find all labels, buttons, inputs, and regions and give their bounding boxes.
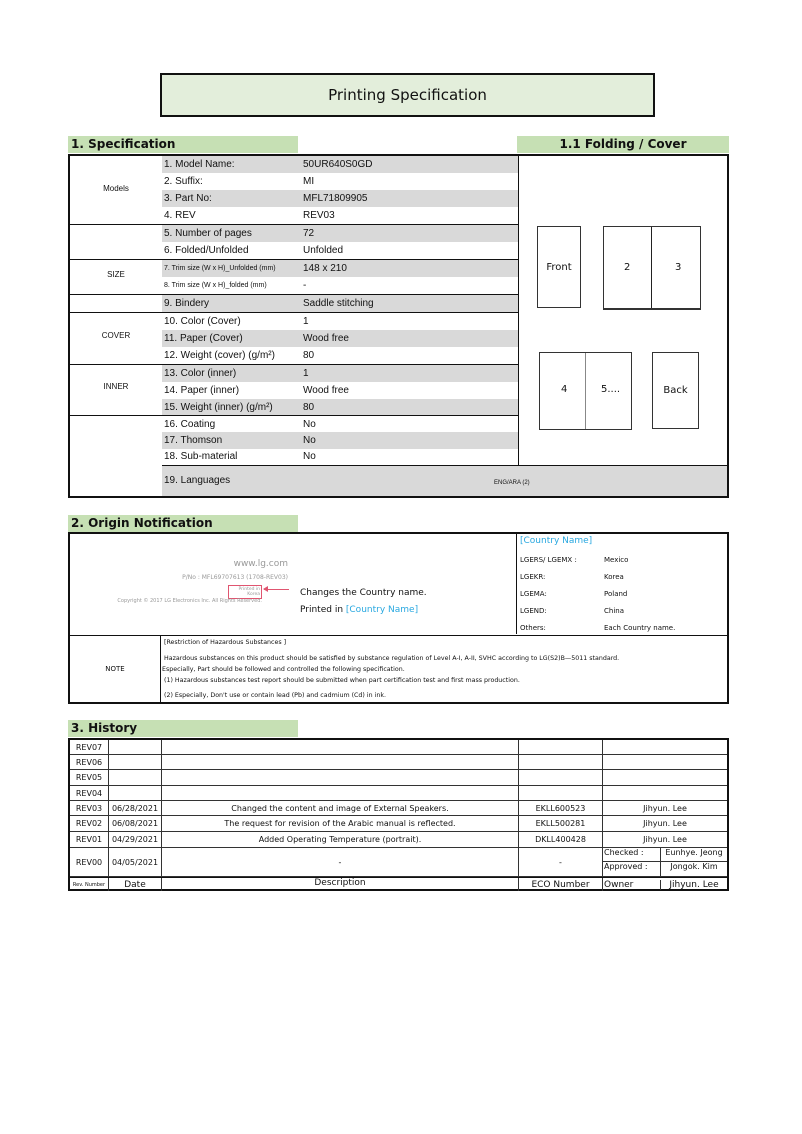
spec-value: 1 — [303, 316, 309, 327]
spec-key: 18. Sub-material — [164, 451, 238, 462]
date-cell: 06/08/2021 — [109, 816, 162, 831]
country-name: Poland — [604, 590, 628, 598]
spec-value: 80 — [303, 402, 315, 413]
history-row — [70, 816, 727, 832]
spec-key: 17. Thomson — [164, 435, 223, 446]
spec-row-suffix — [162, 173, 518, 190]
history-row — [70, 801, 727, 816]
spec-value: MI — [303, 176, 315, 187]
spec-row-trim-folded — [162, 277, 518, 294]
desc-cell: Added Operating Temperature (portrait). — [162, 832, 519, 847]
country-name: China — [604, 607, 624, 615]
desc-cell — [162, 786, 519, 800]
fold-spread-4-5 — [539, 352, 632, 430]
sample-url: www.lg.com — [233, 559, 288, 569]
country-header: [Country Name] — [520, 536, 593, 546]
rev-cell: REV04 — [70, 786, 109, 800]
arrow-head-icon — [263, 586, 268, 592]
desc-cell — [162, 755, 519, 769]
section-header-specification: 1. Specification — [68, 136, 298, 153]
spec-key: 8. Trim size (W x H)_folded (mm) — [164, 282, 267, 289]
spec-key: 5. Number of pages — [164, 228, 252, 239]
spec-value: No — [303, 419, 316, 430]
date-cell — [109, 740, 162, 754]
fold-crease — [651, 227, 652, 308]
eco-cell: EKLL500281 — [519, 816, 603, 831]
fold-spread-2-3 — [603, 226, 701, 310]
country-item — [520, 590, 627, 598]
date-cell: 04/29/2021 — [109, 832, 162, 847]
spec-row-weight-cover — [162, 347, 518, 364]
approval-cell — [603, 848, 727, 876]
spec-row-paper-cover — [162, 330, 518, 347]
note-line: [Restriction of Hazardous Substances ] — [164, 639, 287, 646]
group-label-size: SIZE — [107, 270, 125, 279]
section-header-folding: 1.1 Folding / Cover — [517, 136, 729, 153]
history-row — [70, 740, 727, 755]
desc-cell — [162, 740, 519, 754]
rev-cell: REV01 — [70, 832, 109, 847]
fold-crease — [585, 353, 586, 429]
spec-row-languages — [162, 465, 727, 496]
date-cell: 06/28/2021 — [109, 801, 162, 815]
rev-cell: REV03 — [70, 801, 109, 815]
sample-part-no: P/No : MFL69707613 (1708-REV03) — [182, 574, 288, 581]
spec-value: REV03 — [303, 210, 335, 221]
country-name: Mexico — [604, 556, 629, 564]
spec-key: 11. Paper (Cover) — [164, 333, 243, 344]
desc-cell: - — [162, 848, 519, 876]
eco-cell — [519, 740, 603, 754]
fold-label-2: 2 — [624, 262, 631, 273]
note-line: (2) Especially, Don't use or contain lead (Pb) and cadmium (Cd) in ink. — [164, 692, 387, 699]
approved-name: Jongok. Kim — [670, 862, 718, 871]
eco-header: ECO Number — [519, 878, 603, 891]
spec-key: 12. Weight (cover) (g/m²) — [164, 350, 275, 361]
spec-row-sub-material — [162, 448, 518, 465]
divider — [160, 635, 161, 702]
spec-key: 16. Coating — [164, 419, 216, 430]
fold-label: Back — [663, 385, 688, 396]
history-table — [68, 738, 729, 891]
history-row — [70, 770, 727, 786]
rev-cell: REV06 — [70, 755, 109, 769]
note-label: NOTE — [105, 665, 125, 673]
spec-value: No — [303, 435, 316, 446]
owner-cell: Jihyun. Lee — [643, 803, 687, 813]
spec-key: 4. REV — [164, 210, 196, 221]
rev-cell: REV02 — [70, 816, 109, 831]
owner-cell — [603, 770, 727, 785]
eco-cell: - — [519, 848, 603, 876]
desc-header: Description — [162, 878, 519, 891]
eco-cell: DKLL400428 — [519, 832, 603, 847]
specification-table — [68, 154, 729, 498]
owner-cell: Jihyun. Lee — [643, 835, 687, 844]
group-label-cover: COVER — [101, 331, 131, 340]
spec-key: 10. Color (Cover) — [164, 316, 241, 327]
desc-cell: Changed the content and image of External Speakers. — [162, 801, 519, 815]
fold-label-3: 3 — [675, 262, 682, 273]
country-item — [520, 624, 675, 632]
rev-cell: REV00 — [70, 848, 109, 876]
spec-row-thomson — [162, 432, 518, 449]
checked-name: Eunhye. Jeong — [665, 848, 723, 857]
spec-value: Saddle stitching — [303, 298, 374, 309]
date-cell: 04/05/2021 — [109, 848, 162, 876]
country-code: LGEMA: — [520, 590, 547, 598]
spec-row-weight-inner — [162, 399, 518, 416]
spec-value: ENG/ARA (2) — [494, 480, 530, 486]
group-label-models: Models — [103, 184, 129, 193]
sample-copyright: Copyright © 2017 LG Electronics Inc. All Rights Reserved. — [117, 598, 262, 604]
note-line: Hazardous substances on this product should be satisfied by substance regulation of Level A-I, A-II, SVHC according to LG(S2)B—5011 standard. — [164, 655, 620, 662]
approved-label: Approved : — [603, 862, 661, 876]
eco-cell — [519, 770, 603, 785]
fold-page-front — [537, 226, 581, 308]
approved-row — [603, 862, 727, 876]
spec-row-coating — [162, 416, 518, 433]
printed-in-prefix: Printed in — [300, 605, 346, 615]
desc-cell: The request for revision of the Arabic manual is reflected. — [162, 816, 519, 831]
spec-key: 3. Part No: — [164, 193, 212, 204]
spec-row-trim-unfolded — [162, 260, 518, 277]
printed-in-country: [Country Name] — [345, 605, 419, 615]
owner-name: Jihyun. Lee — [669, 879, 719, 890]
history-row — [70, 755, 727, 770]
spec-row-bindery — [162, 295, 518, 312]
spec-key: 7. Trim size (W x H)_Unfolded (mm) — [164, 265, 276, 272]
spec-value: 72 — [303, 228, 315, 239]
spec-value: Wood free — [303, 333, 349, 344]
spec-key: 15. Weight (inner) (g/m²) — [164, 402, 273, 413]
spec-value: Unfolded — [303, 245, 344, 256]
eco-cell — [519, 755, 603, 769]
spec-row-part-no — [162, 190, 518, 207]
origin-printed-in — [300, 605, 418, 615]
note-line: Especially, Part should be followed and controlled the following specification. — [162, 666, 405, 673]
spec-row-rev — [162, 207, 518, 224]
owner-header — [603, 878, 727, 891]
checked-row — [603, 848, 727, 862]
rev-cell: REV05 — [70, 770, 109, 785]
group-label-inner: INNER — [103, 382, 129, 391]
origin-table — [68, 532, 729, 704]
spec-value: 80 — [303, 350, 315, 361]
eco-cell — [519, 786, 603, 800]
section-header-history: 3. History — [68, 720, 298, 737]
spec-value: - — [303, 280, 307, 291]
spec-row-paper-inner — [162, 382, 518, 399]
country-code: LGEKR: — [520, 573, 546, 581]
owner-cell — [603, 786, 727, 800]
spec-key: 14. Paper (inner) — [164, 385, 240, 396]
rev-cell: REV07 — [70, 740, 109, 754]
spec-value: 148 x 210 — [303, 263, 347, 274]
desc-cell — [162, 770, 519, 785]
divider — [70, 635, 727, 636]
country-item — [520, 573, 624, 581]
divider — [518, 156, 519, 496]
spec-value: MFL71809905 — [303, 193, 368, 204]
country-code: LGERS/ LGEMX : — [520, 556, 577, 564]
spec-row-folded — [162, 242, 518, 259]
page-title-text: Printing Specification — [328, 86, 487, 104]
date-cell — [109, 755, 162, 769]
date-cell — [109, 786, 162, 800]
history-row — [70, 832, 727, 848]
spec-value: 1 — [303, 368, 309, 379]
spec-value: No — [303, 451, 316, 462]
page-title — [160, 73, 655, 117]
divider — [516, 534, 517, 634]
history-footer-row — [70, 877, 727, 891]
spec-key: 13. Color (inner) — [164, 368, 237, 379]
date-cell — [109, 770, 162, 785]
fold-page-back — [652, 352, 699, 429]
spec-value: Wood free — [303, 385, 349, 396]
owner-cell — [603, 740, 727, 754]
owner-cell: Jihyun. Lee — [643, 819, 687, 828]
fold-label-4: 4 — [561, 384, 568, 395]
spec-key: 2. Suffix: — [164, 176, 203, 187]
country-list — [518, 534, 727, 635]
history-row-rev00 — [70, 848, 727, 877]
spec-key: 6. Folded/Unfolded — [164, 245, 249, 256]
owner-label: Owner — [603, 880, 661, 890]
history-row — [70, 786, 727, 801]
spec-key: 9. Bindery — [164, 298, 210, 309]
country-item — [520, 556, 628, 564]
eco-cell: EKLL600523 — [519, 801, 603, 815]
checked-label: Checked : — [603, 848, 661, 861]
fold-label: Front — [546, 261, 572, 273]
fold-label-5: 5.... — [601, 384, 621, 395]
spec-row-color-inner — [162, 365, 518, 382]
owner-cell — [603, 755, 727, 769]
spec-row-color-cover — [162, 313, 518, 330]
spec-value: 50UR640S0GD — [303, 159, 373, 170]
country-code: LGEND: — [520, 607, 547, 615]
country-code: Others: — [520, 624, 546, 632]
country-item — [520, 607, 624, 615]
spec-row-pages — [162, 225, 518, 242]
spec-key: 1. Model Name: — [164, 159, 235, 170]
spec-row-model-name — [162, 156, 518, 173]
sample-printed-in: Printed in Korea — [228, 585, 262, 599]
date-header: Date — [109, 878, 162, 891]
note-line: (1) Hazardous substances test report should be submitted when part certification test and first mass production. — [164, 677, 520, 684]
spec-key: 19. Languages — [164, 475, 231, 486]
country-name: Korea — [604, 573, 624, 581]
rev-header: Rev. Number — [70, 878, 109, 891]
country-name: Each Country name. — [604, 624, 676, 632]
section-header-origin: 2. Origin Notification — [68, 515, 298, 532]
origin-instruction: Changes the Country name. — [300, 588, 427, 598]
